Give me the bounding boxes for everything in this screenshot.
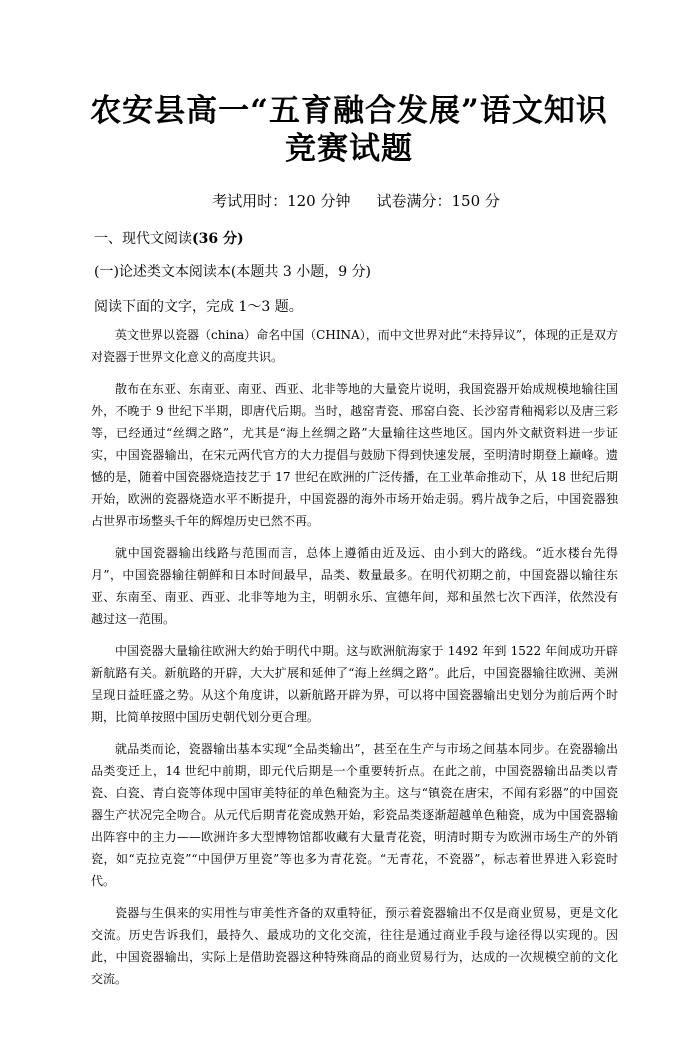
paragraph-3: 就中国瓷器输出线路与范围而言，总体上遵循由近及远、由小到大的路线。“近水楼台先得月”，中国瓷器输往朝鲜和日本时间最早，品类、数量最多。在明代初期之前，中国瓷器以输往东亚、东南至、南亚、西亚、北非等地为主，明朝永乐、宣德年间，郑和虽然七次下西洋，依然没有越过这一范围。: [91, 546, 618, 626]
exam-score: 试卷满分：150 分: [376, 192, 500, 210]
paragraph-5: 就品类而论，瓷器输出基本实现“全品类输出”，甚至在生产与市场之间基本同步。在瓷器输出品类变迁上，14 世纪中前期，即元代后期是一个重要转折点。在此之前，中国瓷器输出品类以青瓷、白瓷、青白瓷等体现中国审美特征的单色釉瓷为主。这与“镇瓷在唐宋，不闻有彩器”的中国瓷器生产状况完全吻合。从元代后期青花瓷成熟开始，彩瓷品类逐渐超越单色釉瓷，成为中国瓷器输出阵容中的主力——欧洲许多大型博物馆都收藏有大量青花瓷，明清时期专为欧洲市场生产的外销瓷，如“克拉克瓷”“中国伊万里瓷”等也多为青花瓷。“无青花，不瓷器”，标志着世界进入彩瓷时代。: [91, 742, 618, 888]
exam-time: 考试用时：120 分钟: [212, 192, 351, 210]
paragraph-4: 中国瓷器大量输往欧洲大约始于明代中期。这与欧洲航海家于 1492 年到 1522 年间成功开辟新航路有关。新航路的开辟，大大扩展和延伸了“海上丝绸之路”。此后，中国瓷器输往欧洲、美洲呈现日益旺盛之势。从这个角度讲，以新航路开辟为界，可以将中国瓷器输出史划分为前后两个时期，比简单按照中国历史朝代划分更合理。: [91, 644, 618, 724]
section-label: 一、现代文阅读: [94, 231, 192, 247]
reading-instruction: 阅读下面的文字，完成 1～3 题。: [94, 299, 303, 315]
paragraph-2: 散布在东亚、东南亚、南亚、西亚、北非等地的大量瓷片说明，我国瓷器开始成规模地输往国外，不晚于 9 世纪下半期，即唐代后期。当时，越窑青瓷、邢窑白瓷、长沙窑青釉褐彩以及唐三彩等，已经通过“丝绸之路”，尤其是“海上丝绸之路”大量输往这些地区。国内外文献资料进一步证实，中国瓷器输出，在宋元两代官方的大力提倡与鼓励下得到快速发展，至明清时期登上巅峰。遗憾的是，随着中国瓷器烧造技艺于 17 世纪在欧洲的广泛传播，在工业革命推动下，从 18 世纪后期开始，欧洲的瓷器烧造水平不断提升，中国瓷器的海外市场开始走弱。鸦片战争之后，中国瓷器独占世界市场整头千年的辉煌历史已然不再。: [91, 382, 618, 528]
section-heading: [94, 228, 618, 248]
exam-title: 农安县高一“五育融合发展”语文知识竞赛试题: [90, 93, 608, 167]
subsection-heading: (一)论述类文本阅读本(本题共 3 小题，9 分): [94, 264, 372, 280]
paragraph-6: 瓷器与生俱来的实用性与审美性齐备的双重特征，预示着瓷器输出不仅是商业贸易，更是文化交流。历史告诉我们，最持久、最成功的文化交流，往往是通过商业手段与途径得以实现的。因此，中国瓷器输出，实际上是借助瓷器这种特殊商品的商业贸易行为，达成的一次规模空前的文化交流。: [91, 906, 618, 986]
exam-info: [94, 190, 618, 211]
section-score: (36 分): [192, 231, 244, 247]
paragraph-1: 英文世界以瓷器（china）命名中国（CHINA），而中文世界对此“未持异议”，体现的正是双方对瓷器于世界文化意义的高度共识。: [91, 328, 618, 364]
exam-page: [0, 92, 688, 1063]
